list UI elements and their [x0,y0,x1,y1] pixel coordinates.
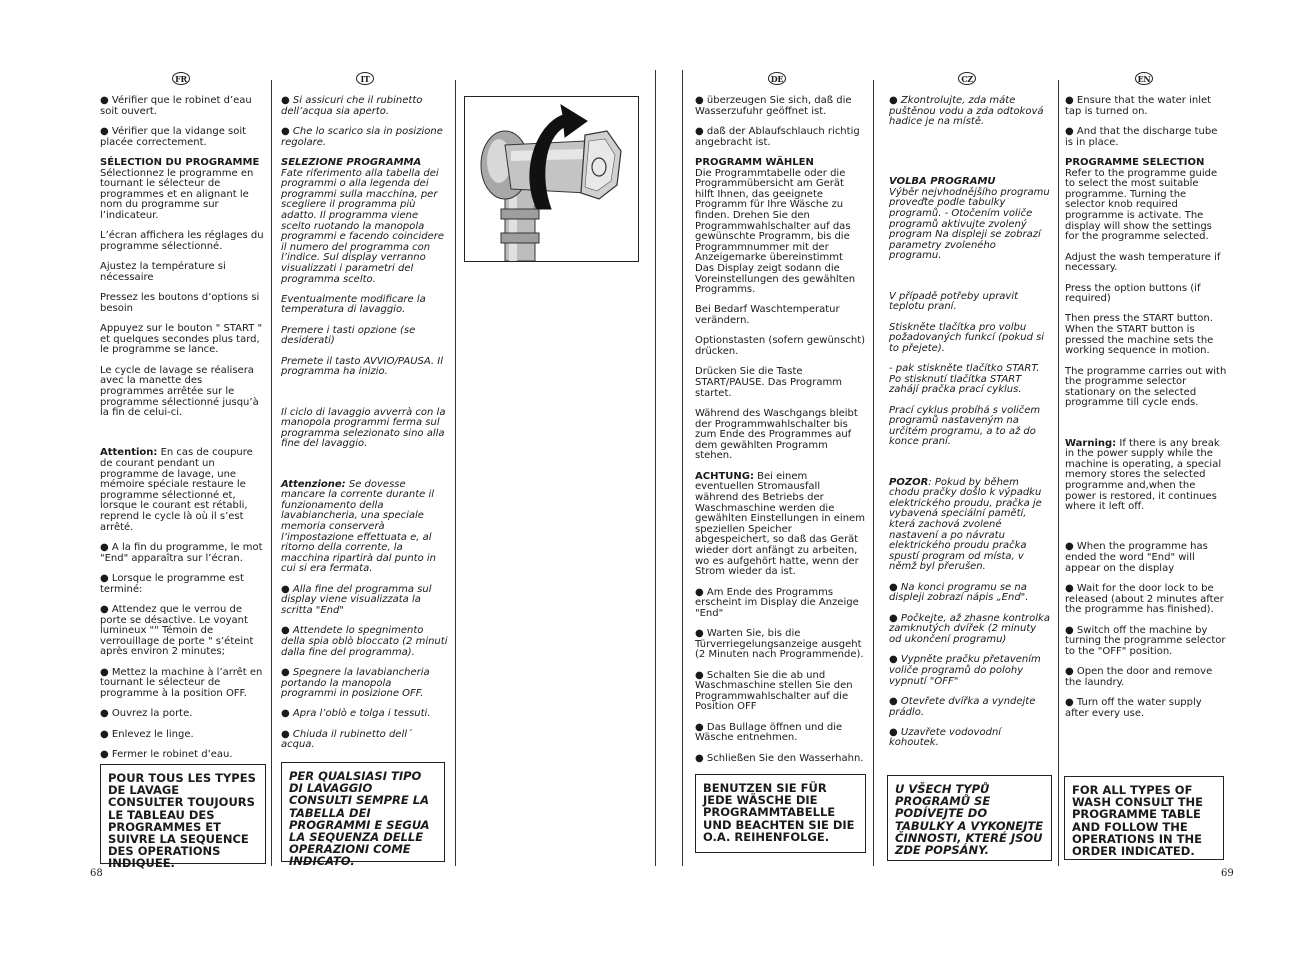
bullet-icon: ● [100,749,109,761]
paragraph-text: Fate riferimento alla tabella dei programmi o alla legenda dei programmi sulla macchina, per scegliere il programma più adatto. Il programma viene scelto ruotando la manopola programmi e facendo coincidere il numero del programma con l’indice. Sul display verranno visualizzati i parametri del programma scelto. [281,167,444,285]
language-badge-en: EN [1135,72,1153,85]
paragraph-spacer [889,458,1051,468]
bullet-icon: ● [100,125,109,137]
paragraph [281,96,448,117]
page-number-left: 68 [90,868,103,879]
paragraph [1065,253,1227,274]
bullet-icon: ● [100,603,109,615]
bullet-icon: ● [100,95,109,106]
paragraph [100,158,266,222]
paragraph-text: Optionstasten (sofern gewünscht) drücken. [695,335,866,358]
paragraph [889,292,1051,313]
paragraph [695,472,865,578]
water-tap-icon [465,97,638,261]
paragraph-text: Na konci programu se na displeji zobrazí nápis „End". [889,581,1029,604]
paragraph [1065,158,1227,243]
paragraph [100,574,266,595]
bullet-icon: ● [889,581,898,593]
warning-label: POZOR [889,476,929,488]
bullet-icon: ● [100,728,109,740]
paragraph [281,585,448,617]
paragraph-text: Výběr nejvhodnějšího programu proveďte podle tabulky programů. - Otočením voliče programů aktivujte zvolený program Na displeji se zobrazí parametry zvoleného programu. [889,186,1050,262]
column-divider [873,80,874,866]
bullet-icon: ● [100,541,109,553]
paragraph-text: Si assicuri che il rubinetto dell’acqua sia aperto. [281,95,423,117]
paragraph [1065,626,1227,658]
paragraph [889,655,1051,687]
paragraph-text: L’écran affichera les réglages du programme sélectionné. [100,230,264,252]
paragraph-text: Ensure that the water inlet tap is turned on. [1065,95,1212,117]
paragraph-text: Attendez que le verrou de porte se désactive. Le voyant lumineux "" Témoin de verrouillage de porte " s’éteint après environ 2 minutes; [100,603,254,658]
language-badge-it: IT [356,72,374,85]
paragraph [281,127,448,148]
paragraph-spacer [889,157,1051,167]
bullet-icon: ● [695,669,704,681]
paragraph [695,305,865,326]
note-box-french: POUR TOUS LES TYPES DE LAVAGE CONSULTER TOUJOURS LE TABLEAU DES PROGRAMMES ET SUIVRE LA SEQUENCE DES OPERATIONS INDIQUEE. [100,764,266,864]
bullet-icon: ● [695,586,704,598]
paragraph [100,324,266,356]
paragraph-spacer [1065,419,1227,429]
paragraph [100,543,266,564]
paragraph-text: The programme carries out with the programme selector stationary on the selected programme till cycle ends. [1065,365,1227,409]
paragraph-text: Stiskněte tlačítka pro volbu požadovaných funkcí (pokud si to přejete). [889,321,1045,354]
paragraph [100,231,266,252]
warning-label: ACHTUNG: [695,470,754,482]
bullet-icon: ● [889,654,898,666]
paragraph-text: Ajustez la température si nécessaire [100,261,226,283]
paragraph [889,583,1051,604]
paragraph-text: Attendete lo spegnimento della spia oblò bloccato (2 minuti dalla fine del programma). [281,625,448,658]
bullet-icon: ● [889,95,898,106]
paragraph-text: Bei einem eventuellen Stromausfall während des Betriebs der Waschmaschine werden die gewählten Einstellungen in einem speziellen Speicher abgespeichert, so daß das Gerät wieder dort anfängt zu arbeiten, wo es aufgehört hatte, wenn der Strom wieder da ist. [695,470,865,578]
paragraph [100,750,266,761]
page-gutter-left [655,70,656,866]
paragraph [889,177,1051,262]
paragraph [889,728,1051,749]
bullet-icon: ● [1065,697,1074,709]
paragraph-text: Enlevez le linge. [111,728,194,740]
column-divider [1058,80,1059,866]
paragraph-text: Otevřete dvířka a vyndejte prádlo. [889,695,1036,718]
note-box-italian: PER QUALSIASI TIPO DI LAVAGGIO CONSULTI SEMPRE LA TABELLA DEI PROGRAMMI E SEGUA LA SEQUENZA DELLE OPERAZIONI COME INDICATO. [281,762,445,862]
bullet-icon: ● [889,695,898,707]
paragraph [695,158,865,296]
paragraph-text: Eventualmente modificare la temperatura di lavaggio. [281,293,426,316]
note-box-english: FOR ALL TYPES OF WASH CONSULT THE PROGRAMME TABLE AND FOLLOW THE OPERATIONS IN THE ORDER INDICATED. [1064,776,1224,860]
page-gutter-right [682,70,683,866]
paragraph-text: Refer to the programme guide to select the most suitable programme. Turning the selector knob required programme is activate. The display will show the settings for the programme selected. [1065,167,1218,243]
paragraph [1065,698,1227,719]
paragraph-text: Mettez la machine à l’arrêt en tournant le sélecteur de programme à la position OFF. [100,666,263,699]
paragraph-text: Warten Sie, bis die Türverriegelungsanzeige ausgeht (2 Minuten nach Programmende). [695,628,864,661]
bullet-icon: ● [695,752,704,764]
warning-label: Warning: [1065,437,1117,449]
paragraph-text: When the programme has ended the word "End" will appear on the display [1065,541,1208,574]
section-heading: PROGRAMME SELECTION [1065,156,1205,168]
paragraph [100,127,266,148]
paragraph [889,323,1051,355]
paragraph [281,626,448,658]
water-tap-figure [464,96,639,262]
bullet-icon: ● [695,628,704,640]
language-badge-cz: CZ [958,72,976,85]
paragraph-text: Wait for the door lock to be released (about 2 minutes after the programme has finished). [1065,582,1224,616]
paragraph [889,96,1051,128]
bullet-icon: ● [100,572,109,584]
paragraph-text: überzeugen Sie sich, daß die Wasserzufuhr geöffnet ist. [695,95,852,117]
paragraph [281,295,448,316]
bullet-icon: ● [695,721,704,733]
paragraph [281,480,448,575]
paragraph-text: Press the option buttons (if required) [1065,282,1201,305]
paragraph-text: Che lo scarico sia in posizione regolare. [281,125,443,148]
paragraph [695,629,865,661]
bullet-icon: ● [281,125,290,137]
paragraph [281,408,448,450]
bullet-icon: ● [889,726,898,738]
bullet-icon: ● [100,708,109,720]
paragraph-text: Premete il tasto AVVIO/PAUSA. Il programma ha inizio. [281,355,444,378]
paragraph [100,366,266,419]
paragraph-spacer [1065,523,1227,533]
paragraph [1065,314,1227,356]
bullet-icon: ● [1065,582,1074,594]
warning-label: Attenzione: [281,478,346,490]
paragraph-text: Am Ende des Programms erscheint im Display die Anzeige "End" [695,586,859,619]
paragraph [889,697,1051,718]
column-french [100,96,266,770]
paragraph [889,614,1051,646]
section-heading: SÉLECTION DU PROGRAMME [100,156,260,168]
paragraph-text: Switch off the machine by turning the programme selector to the "OFF" position. [1065,624,1226,657]
note-box-german: BENUTZEN SIE FÜR JEDE WÄSCHE DIE PROGRAMMTABELLE UND BEACHTEN SIE DIE O.A. REIHENFOLGE. [695,774,866,853]
paragraph-text: Schließen Sie den Wasserhahn. [706,752,864,764]
bullet-icon: ● [281,728,290,740]
bullet-icon: ● [100,666,109,678]
paragraph-text: Vérifier que le robinet d’eau soit ouvert. [100,95,252,117]
paragraph-text: Lorsque le programme est terminé: [100,572,244,595]
paragraph-text: daß der Ablaufschlauch richtig angebracht ist. [695,125,860,148]
page-number-right: 69 [1221,868,1234,879]
column-divider [271,80,272,866]
paragraph-text: Se dovesse mancare la corrente durante il funzionamento della lavabiancheria, una speciale memoria conserverà l’impostazione effettuata e, al ritorno della corrente, la macchina ripartirà dal punto in cui si era fermata. [281,478,437,575]
paragraph-text: Drücken Sie die Taste START/PAUSE. Das Programm startet. [695,366,842,399]
paragraph [695,409,865,462]
paragraph [1065,542,1227,574]
paragraph-text: En cas de coupure de courant pendant un programme de lavage, une mémoire spéciale restaure le programme sélectionné et, lorsque le courant est rétabli, reprend le cycle là où il s’est arrêté. [100,447,253,533]
paragraph-text: Then press the START button. When the START button is pressed the machine sets the working sequence in motion. [1065,313,1214,357]
paragraph-text: Premere i tasti opzione (se desiderati) [281,324,416,347]
paragraph-text: A la fin du programme, le mot "End" apparaîtra sur l’écran. [100,541,263,564]
column-english [1065,96,1227,729]
note-box-czech: U VŠECH TYPŮ PROGRAMŮ SE PODÍVEJTE DO TABULKY A VYKONEJTE ČINNOSTI, KTERÉ JSOU ZDE POPSÁNY. [887,775,1052,861]
paragraph [1065,439,1227,513]
paragraph [100,262,266,283]
paragraph-spacer [281,388,448,398]
paragraph [100,730,266,741]
bullet-icon: ● [281,95,290,106]
bullet-icon: ● [1065,95,1074,106]
paragraph [281,326,448,347]
paragraph [1065,667,1227,688]
paragraph [695,588,865,620]
bullet-icon: ● [281,625,290,637]
paragraph [100,605,266,658]
paragraph-text: Während des Waschgangs bleibt der Programmwahlschalter bis zum Ende des Programmes auf dem gewählten Programm stehen. [695,408,858,462]
column-german [695,96,865,774]
paragraph-text: Ouvrez la porte. [111,708,193,720]
paragraph-text: Vérifier que la vidange soit placée correctement. [100,125,247,148]
paragraph-text: Uzavřete vodovodní kohoutek. [889,726,1002,749]
bullet-icon: ● [1065,624,1074,636]
bullet-icon: ● [695,125,704,137]
paragraph-text: Open the door and remove the laundry. [1065,666,1213,688]
paragraph [281,730,448,751]
bullet-icon: ● [889,612,898,624]
paragraph-text: Die Programmtabelle oder die Programmübersicht am Gerät hilft Ihnen, das geeignete Programm für Ihre Wäsche zu finden. Drehen Sie den Programmwahlschalter auf das gewünschte Programm, bis die Programmnummer mit der Anzeigemarke übereinstimmt Das Display zeigt sodann die Voreinstellungen des gewählten Programms. [695,167,856,296]
paragraph-text: Das Bullage öffnen und die Wäsche entnehmen. [695,721,843,744]
paragraph-text: V případě potřeby upravit teplotu praní. [889,290,1019,313]
paragraph [1065,584,1227,616]
paragraph-text: Appuyez sur le bouton " START " et quelques secondes plus tard, le programme se lance. [100,323,263,356]
bullet-icon: ● [1065,125,1074,137]
column-czech [889,96,1051,759]
paragraph-text: And that the discharge tube is in place. [1065,125,1218,148]
bullet-icon: ● [281,708,290,720]
paragraph-spacer [889,272,1051,282]
paragraph-text: - pak stiskněte tlačítko START. Po stisknutí tlačítka START zahájí pračka prací cyklus. [889,363,1040,396]
language-badge-fr: FR [172,72,190,85]
paragraph [281,158,448,285]
paragraph-text: Schalten Sie die ab und Waschmaschine stellen Sie den Programmwahlschalter auf die Position OFF [695,669,853,713]
warning-label: Attention: [100,447,158,459]
paragraph [695,723,865,744]
paragraph [281,357,448,378]
paragraph-text: Počkejte, až zhasne kontrolka zamknutých dvířek (2 minuty od ukončení programu) [889,612,1050,645]
paragraph-text: Vypněte pračku přetavením voliče programů do polohy vypnutí "OFF" [889,654,1041,687]
paragraph [1065,284,1227,305]
paragraph-text: Alla fine del programma sul display viene visualizzata la scritta "End" [281,583,432,616]
paragraph-spacer [281,460,448,470]
paragraph-text: Il ciclo di lavaggio avverrà con la manopola programmi ferma sul programma selezionato sino alla fine del lavaggio. [281,406,446,450]
paragraph-spacer [889,138,1051,148]
paragraph-text: If there is any break in the power supply while the machine is operating, a special memory stores the selected programme and,when the power is restored, it continues where it left off. [1065,437,1222,513]
paragraph-text: Fermer le robinet d’eau. [111,749,233,761]
paragraph [1065,127,1227,148]
bullet-icon: ● [695,95,704,106]
paragraph-text: Bei Bedarf Waschtemperatur verändern. [695,304,840,327]
paragraph-text: : Pokud by během chodu pračky došlo k výpadku elektrického proudu, pračka je vybavená speciální pamětí, která zachová zvolené nastavení a po návratu elektrického proudu pračka spustí program od místa, v němž byl přerušen. [889,476,1042,573]
paragraph-text: Le cycle de lavage se réalisera avec la manette des programmes arrêtée sur le programme sélectionné jusqu’à la fin de celui-ci. [100,364,259,419]
section-heading: SELEZIONE PROGRAMMA [281,156,422,168]
paragraph [100,448,266,533]
section-heading: PROGRAMM WÄHLEN [695,156,814,168]
paragraph [100,293,266,314]
paragraph [100,668,266,700]
paragraph [889,478,1051,573]
column-divider [455,80,456,866]
paragraph [281,709,448,720]
paragraph [695,96,865,117]
paragraph [1065,96,1227,117]
paragraph [889,364,1051,396]
paragraph [100,709,266,720]
paragraph [100,96,266,117]
paragraph [695,127,865,148]
bullet-icon: ● [1065,541,1074,553]
bullet-icon: ● [281,666,290,678]
paragraph [1065,367,1227,409]
paragraph-text: Adjust the wash temperature if necessary. [1065,251,1221,274]
paragraph-text: Pressez les boutons d’options si besoin [100,292,260,314]
paragraph-text: Chiuda il rubinetto dell´ acqua. [281,728,413,751]
paragraph-text: Apra l’oblò e tolga i tessuti. [292,708,431,720]
bullet-icon: ● [281,583,290,595]
column-italian [281,96,448,761]
paragraph [695,671,865,713]
paragraph-text: Sélectionnez le programme en tournant le sélecteur de programmes et en alignant le nom du programme sur l’indicateur. [100,167,254,221]
paragraph-text: Spegnere la lavabiancheria portando la manopola programmi in posizione OFF. [281,666,430,700]
paragraph [695,336,865,357]
bullet-icon: ● [1065,666,1074,678]
paragraph-text: Turn off the water supply after every use. [1065,697,1202,719]
paragraph-text: Prací cyklus probíhá s voličem programů nastaveným na určitém programu, a to až do konce praní. [889,404,1041,448]
paragraph-spacer [100,429,266,439]
paragraph [695,754,865,765]
language-badge-de: DE [768,72,786,85]
paragraph [889,406,1051,448]
section-heading: VOLBA PROGRAMU [889,176,996,188]
paragraph [281,668,448,700]
paragraph-text: Zkontrolujte, zda máte puštěnou vodu a zda odtoková hadice je na místě. [889,95,1044,128]
paragraph [695,367,865,399]
